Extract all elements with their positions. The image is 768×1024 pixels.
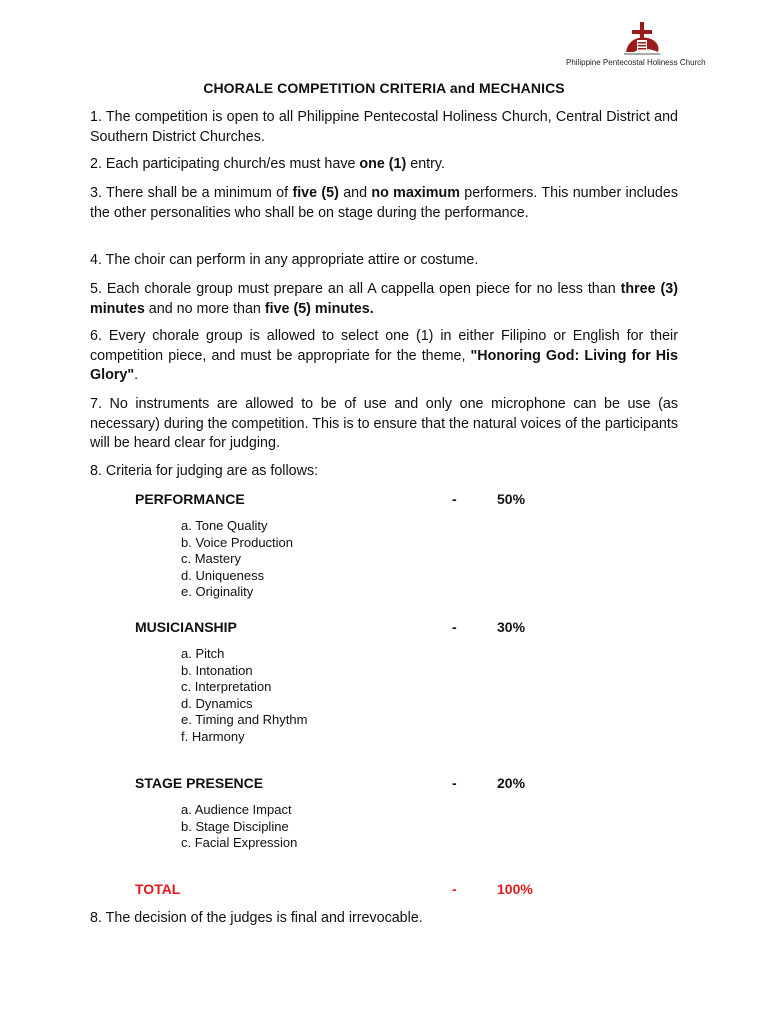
criterion-performance	[135, 491, 555, 511]
list-item: f. Harmony	[181, 728, 245, 744]
total-label: TOTAL	[135, 881, 181, 897]
list-item: e. Timing and Rhythm	[181, 712, 308, 728]
rule-5: 5. Each chorale group must prepare an all A cappella open piece for no less than three (3) minutes and no more than five (5) minutes.	[90, 281, 679, 317]
rule-6: 6. Every chorale group is allowed to select one (1) in either Filipino or English for their competition piece, and must be appropriate for the theme, "Honoring God: Living for His Glory".	[90, 328, 678, 383]
criterion-dash: -	[452, 775, 457, 791]
criterion-stage-presence	[135, 775, 555, 795]
rule-final: 8. The decision of the judges is final and irrevocable.	[90, 910, 423, 926]
criterion-percent: 50%	[497, 491, 526, 507]
rule-8: 8. Criteria for judging are as follows:	[90, 463, 319, 479]
rule-1: 1. The competition is open to all Philippine Pentecostal Holiness Church, Central District and Southern District Churches.	[90, 109, 678, 145]
list-item: a. Pitch	[181, 646, 225, 661]
church-name: Philippine Pentecostal Holiness Church	[566, 58, 706, 67]
list-item: c. Mastery	[181, 551, 241, 567]
criterion-dash: -	[452, 491, 457, 507]
stage-presence-sublist	[181, 802, 297, 852]
list-item: d. Dynamics	[181, 695, 253, 711]
list-item: c. Facial Expression	[181, 835, 298, 851]
criterion-total	[135, 881, 555, 901]
total-dash: -	[452, 881, 457, 897]
criterion-dash: -	[452, 619, 457, 635]
rule-7: 7. No instruments are allowed to be of use and only one microphone can be use (as necessary) during the competition. This is to ensure that the natural voices of the participants will be heard clear for judging.	[90, 396, 678, 451]
list-item: b. Stage Discipline	[181, 818, 289, 834]
document-title: CHORALE COMPETITION CRITERIA and MECHANICS	[203, 80, 565, 96]
list-item: a. Tone Quality	[181, 518, 268, 533]
criterion-percent: 30%	[497, 619, 526, 635]
rule-4: 4. The choir can perform in any appropriate attire or costume.	[90, 252, 479, 268]
list-item: e. Originality	[181, 584, 254, 600]
rule-3: 3. There shall be a minimum of five (5) and no maximum performers. This number includes the other personalities who shall be on stage during the performance.	[90, 185, 678, 221]
list-item: c. Interpretation	[181, 679, 272, 695]
criterion-name: STAGE PRESENCE	[135, 775, 264, 791]
church-cross-logo-icon	[620, 18, 664, 58]
criterion-percent: 20%	[497, 775, 526, 791]
performance-sublist	[181, 518, 293, 601]
rule-2: 2. Each participating church/es must have one (1) entry.	[90, 156, 445, 172]
list-item: a. Audience Impact	[181, 802, 292, 817]
musicianship-sublist	[181, 646, 307, 746]
criterion-musicianship	[135, 619, 555, 639]
list-item: b. Intonation	[181, 662, 253, 678]
criterion-name: MUSICIANSHIP	[135, 619, 237, 635]
total-percent: 100%	[497, 881, 533, 897]
criterion-name: PERFORMANCE	[135, 491, 245, 507]
list-item: d. Uniqueness	[181, 567, 265, 583]
list-item: b. Voice Production	[181, 534, 294, 550]
